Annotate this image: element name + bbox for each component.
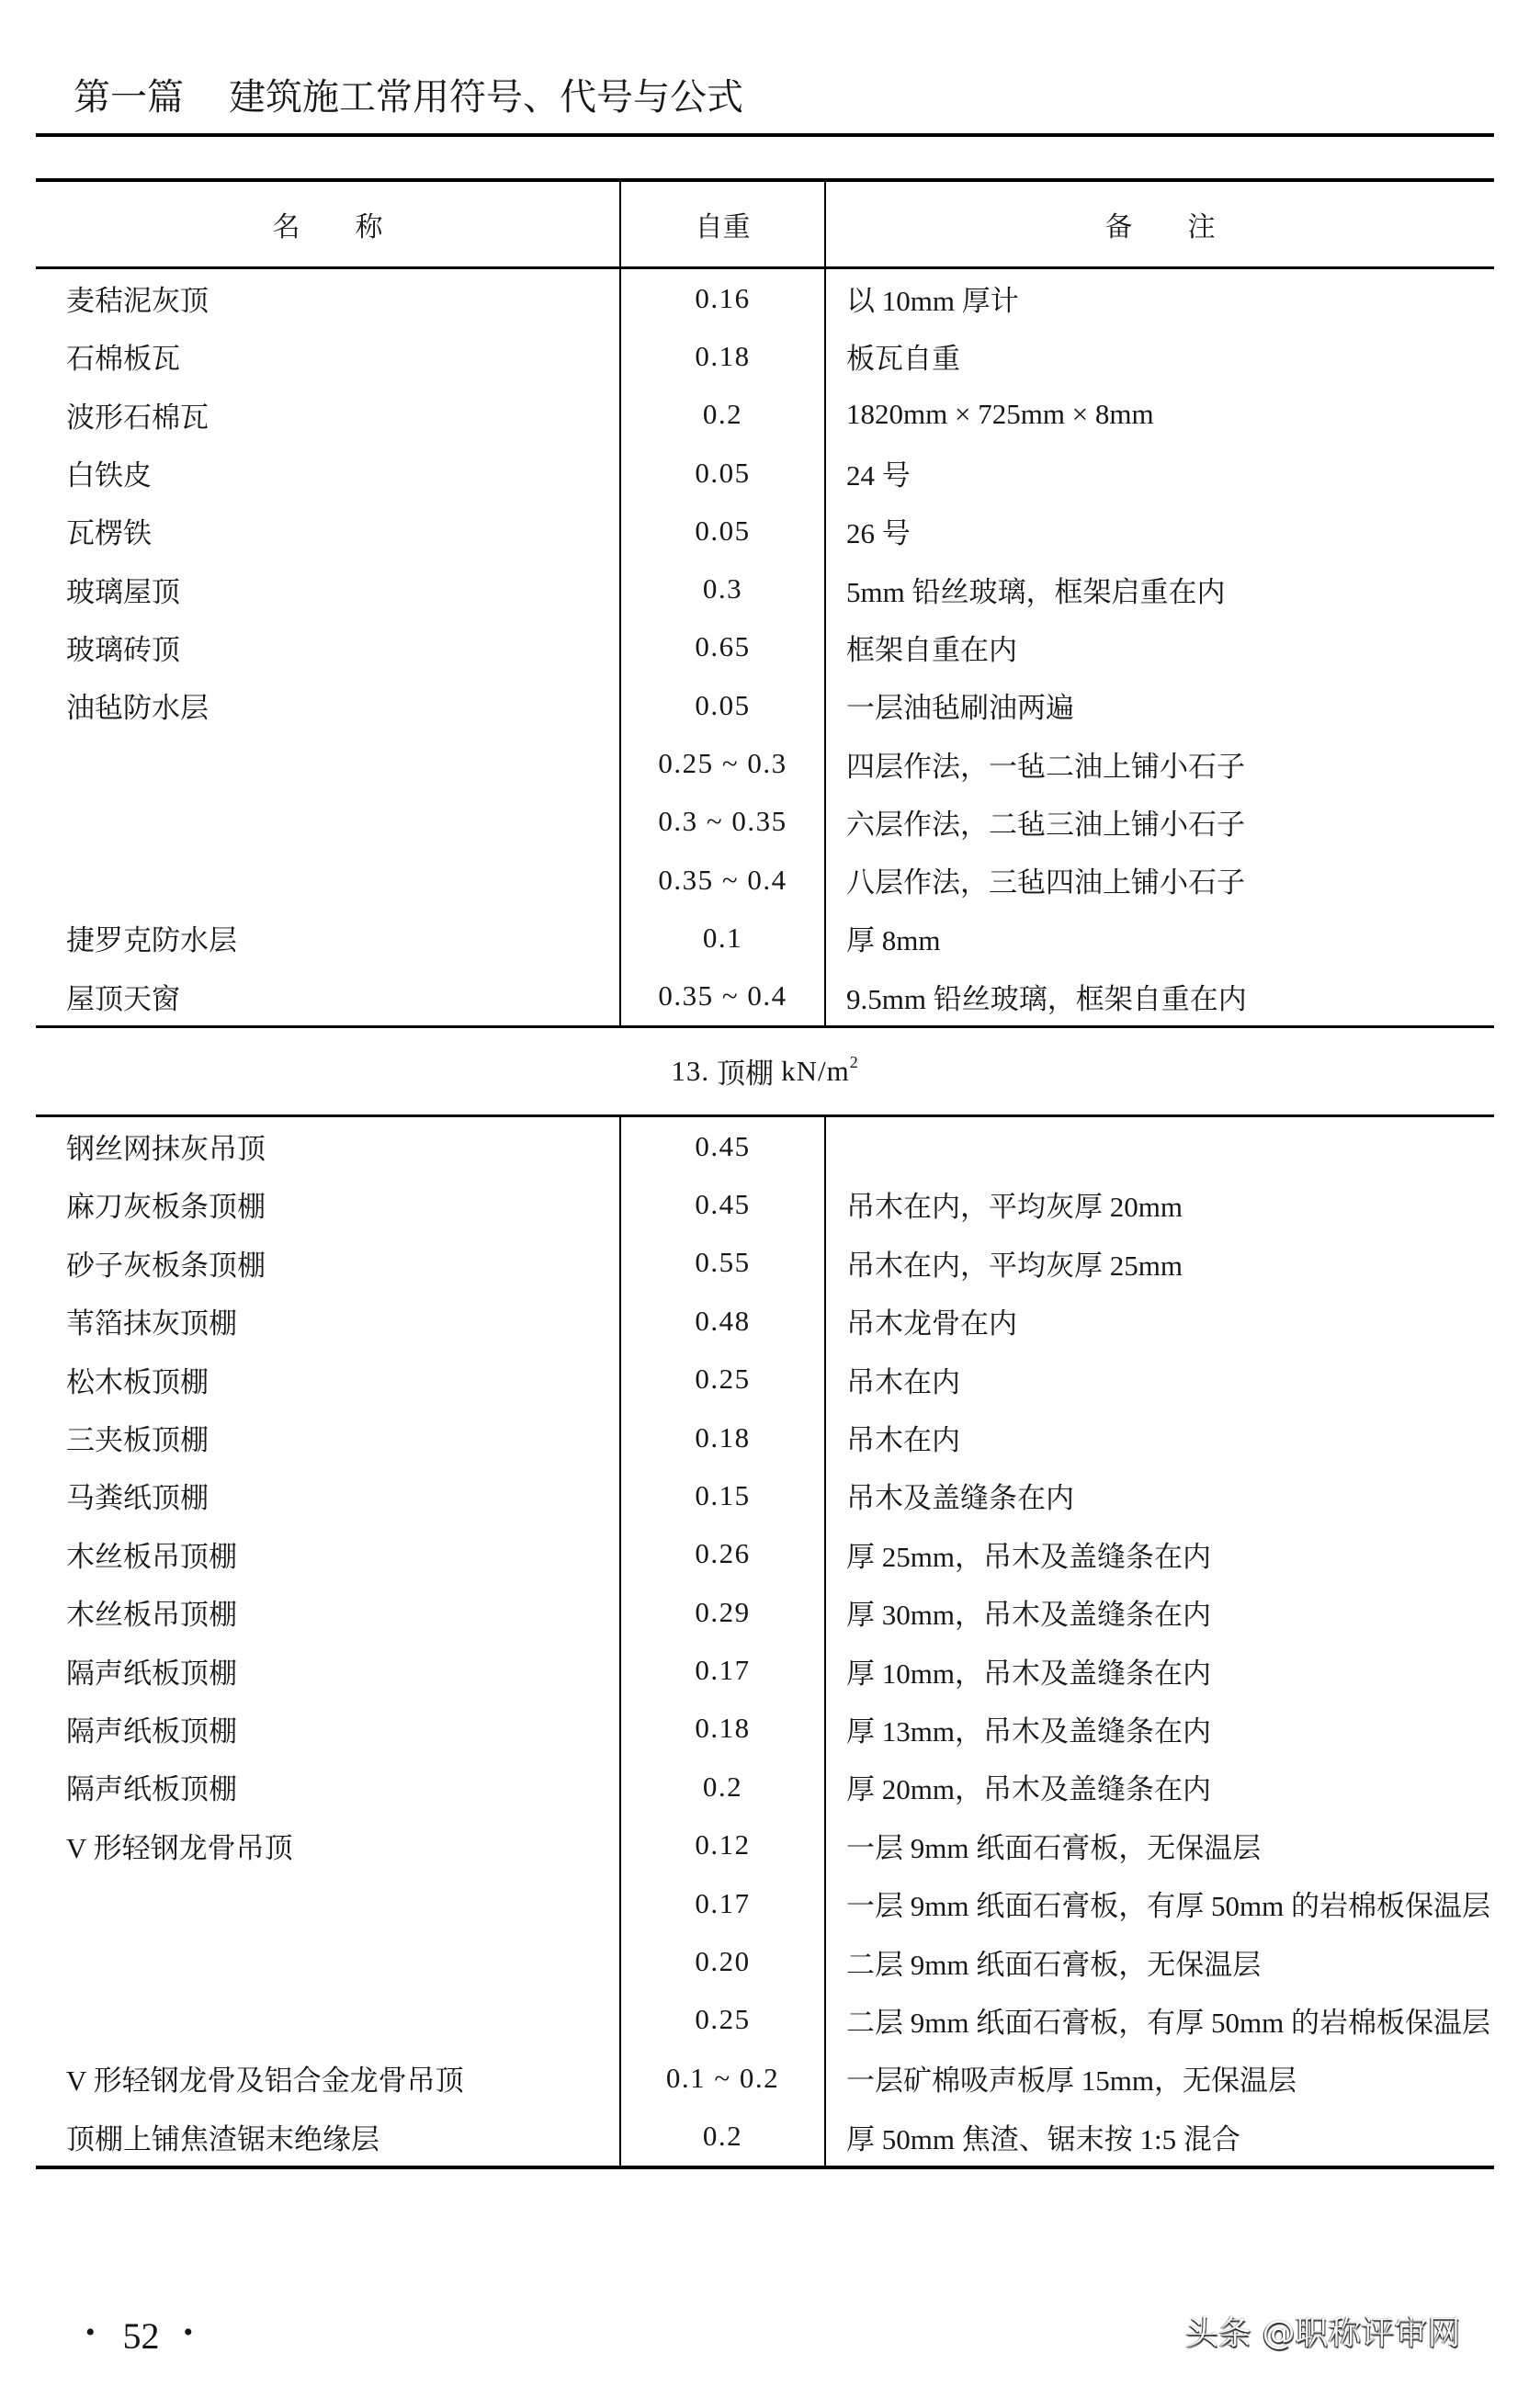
self-weight: 0.25 (621, 1991, 826, 2049)
item-name: 捷罗克防水层 (36, 909, 621, 967)
self-weight: 0.1 (621, 909, 826, 967)
remark: 吊木在内 (846, 1365, 960, 1398)
self-weight: 0.26 (621, 1525, 826, 1583)
self-weight: 0.05 (621, 502, 826, 560)
table-row (36, 327, 1494, 385)
remark: 四层作法，一毡二油上铺小石子 (846, 750, 1245, 783)
table-row (36, 1117, 1494, 1175)
self-weight: 0.3 ~ 0.35 (621, 793, 826, 851)
self-weight: 0.20 (621, 1932, 826, 1990)
item-name: 隔声纸板顶棚 (36, 1700, 621, 1758)
table-row (36, 793, 1494, 851)
self-weight: 0.45 (621, 1175, 826, 1233)
item-name: 白铁皮 (36, 444, 621, 502)
table-row (36, 1408, 1494, 1466)
remark: 厚 20mm，吊木及盖缝条在内 (846, 1773, 1211, 1806)
part-label: 第一篇 (74, 76, 184, 118)
self-weight-table (36, 178, 1494, 2169)
page-marker-right: • (183, 2317, 194, 2347)
remark: 9.5mm 铅丝玻璃，框架自重在内 (846, 982, 1247, 1015)
table-section-ceiling (36, 1117, 1494, 2166)
self-weight: 0.2 (621, 1758, 826, 1816)
table-row (36, 1466, 1494, 1524)
remark: 26 号 (846, 517, 911, 550)
table-row (36, 967, 1494, 1025)
remark: 厚 13mm，吊木及盖缝条在内 (846, 1714, 1211, 1748)
self-weight: 0.05 (621, 444, 826, 502)
table-section-roofing (36, 269, 1494, 1025)
item-name: 马粪纸顶棚 (36, 1466, 621, 1524)
table-row (36, 1175, 1494, 1233)
item-name: 三夹板顶棚 (36, 1408, 621, 1466)
remark: 二层 9mm 纸面石膏板，无保温层 (846, 1948, 1262, 1981)
self-weight: 0.35 ~ 0.4 (621, 967, 826, 1025)
remark: 厚 50mm 焦渣、锯末按 1:5 混合 (846, 2122, 1240, 2155)
item-name: 隔声纸板顶棚 (36, 1641, 621, 1699)
header-name: 名 称 (36, 182, 621, 266)
remark: 5mm 铅丝玻璃，框架启重在内 (846, 575, 1226, 608)
item-name (36, 851, 621, 909)
self-weight: 0.29 (621, 1583, 826, 1641)
remark: 吊木在内 (846, 1424, 960, 1456)
table-row (36, 1350, 1494, 1408)
remark: 24 号 (846, 459, 911, 492)
self-weight: 0.65 (621, 618, 826, 676)
self-weight: 0.16 (621, 269, 826, 327)
table-row (36, 1991, 1494, 2049)
item-name (36, 1991, 621, 2049)
item-name: 苇箔抹灰顶棚 (36, 1292, 621, 1350)
remark: 吊木及盖缝条在内 (846, 1482, 1074, 1515)
remark: 二层 9mm 纸面石膏板，有厚 50mm 的岩棉板保温层 (846, 2006, 1490, 2039)
remark: 厚 30mm，吊木及盖缝条在内 (846, 1599, 1211, 1632)
self-weight: 0.18 (621, 1408, 826, 1466)
table-row (36, 1583, 1494, 1641)
remark: 一层 9mm 纸面石膏板，无保温层 (846, 1831, 1262, 1864)
section-number: 13. (671, 1054, 710, 1087)
item-name: 木丝板吊顶棚 (36, 1583, 621, 1641)
table-row (36, 1700, 1494, 1758)
remark: 吊木在内，平均灰厚 25mm (846, 1249, 1183, 1282)
table-row (36, 1758, 1494, 1816)
running-head (74, 74, 743, 120)
table-row (36, 734, 1494, 792)
page-number (85, 2313, 193, 2359)
table-header-row (36, 182, 1494, 266)
header-weight: 自重 (621, 182, 826, 266)
page-marker-left: • (85, 2317, 96, 2347)
remark: 厚 8mm (846, 924, 941, 957)
table-row (36, 386, 1494, 444)
remark: 八层作法，三毡四油上铺小石子 (846, 866, 1245, 899)
self-weight: 0.05 (621, 676, 826, 734)
remark: 吊木龙骨在内 (846, 1307, 1017, 1341)
table-row (36, 1874, 1494, 1932)
chapter-title: 建筑施工常用符号、代号与公式 (229, 76, 743, 118)
item-name: V 形轻钢龙骨吊顶 (36, 1816, 621, 1874)
item-name (36, 1874, 621, 1932)
item-name: 隔声纸板顶棚 (36, 1758, 621, 1816)
item-name: 松木板顶棚 (36, 1350, 621, 1408)
item-name: 顶棚上铺焦渣锯末绝缘层 (36, 2108, 621, 2166)
self-weight: 0.55 (621, 1234, 826, 1292)
item-name: 麦秸泥灰顶 (36, 269, 621, 327)
table-row (36, 502, 1494, 560)
remark: 六层作法，二毡三油上铺小石子 (846, 808, 1245, 841)
remark: 板瓦自重 (846, 343, 960, 376)
item-name: 木丝板吊顶棚 (36, 1525, 621, 1583)
self-weight: 0.2 (621, 2108, 826, 2166)
item-name (36, 1932, 621, 1990)
remark: 吊木在内，平均灰厚 20mm (846, 1191, 1183, 1224)
table-row (36, 1234, 1494, 1292)
remark: 厚 10mm，吊木及盖缝条在内 (846, 1657, 1211, 1690)
remark: 框架自重在内 (846, 633, 1017, 666)
self-weight: 0.45 (621, 1117, 826, 1175)
remark: 1820mm × 725mm × 8mm (846, 398, 1154, 431)
self-weight: 0.25 ~ 0.3 (621, 734, 826, 792)
table-row (36, 444, 1494, 502)
unit-exponent: 2 (849, 1052, 859, 1071)
section-name: 顶棚 (717, 1058, 775, 1091)
self-weight: 0.2 (621, 386, 826, 444)
section-title (36, 1028, 1494, 1114)
table-row (36, 1932, 1494, 1990)
remark: 以 10mm 厚计 (846, 285, 1019, 318)
item-name (36, 734, 621, 792)
item-name: 油毡防水层 (36, 676, 621, 734)
item-name: 屋顶天窗 (36, 967, 621, 1025)
table-row (36, 1525, 1494, 1583)
table-row (36, 676, 1494, 734)
remark: 一层油毡刷油两遍 (846, 692, 1074, 725)
table-row (36, 2108, 1494, 2166)
remark (826, 1117, 1494, 1175)
table-row (36, 1641, 1494, 1699)
watermark: 头条 @职称评审网 (1185, 2314, 1461, 2352)
table-row (36, 269, 1494, 327)
table-row (36, 2049, 1494, 2107)
item-name: 麻刀灰板条顶棚 (36, 1175, 621, 1233)
self-weight: 0.12 (621, 1816, 826, 1874)
table-row (36, 618, 1494, 676)
item-name: 砂子灰板条顶棚 (36, 1234, 621, 1292)
self-weight: 0.18 (621, 1700, 826, 1758)
table-row (36, 909, 1494, 967)
remark: 厚 25mm，吊木及盖缝条在内 (846, 1540, 1211, 1573)
self-weight: 0.35 ~ 0.4 (621, 851, 826, 909)
page-number-value: 52 (122, 2315, 160, 2357)
item-name: V 形轻钢龙骨及铝合金龙骨吊顶 (36, 2049, 621, 2107)
self-weight: 0.15 (621, 1466, 826, 1524)
self-weight: 0.17 (621, 1641, 826, 1699)
table-row (36, 560, 1494, 617)
item-name: 波形石棉瓦 (36, 386, 621, 444)
self-weight: 0.1 ~ 0.2 (621, 2049, 826, 2107)
self-weight: 0.3 (621, 560, 826, 617)
self-weight: 0.25 (621, 1350, 826, 1408)
item-name: 石棉板瓦 (36, 327, 621, 385)
remark: 一层矿棉吸声板厚 15mm，无保温层 (846, 2065, 1297, 2098)
item-name: 玻璃屋顶 (36, 560, 621, 617)
table-row (36, 1292, 1494, 1350)
table-row (36, 851, 1494, 909)
running-head-rule (36, 133, 1494, 137)
item-name: 瓦楞铁 (36, 502, 621, 560)
header-note: 备 注 (1104, 212, 1216, 243)
self-weight: 0.48 (621, 1292, 826, 1350)
table-bottom-rule (36, 2166, 1494, 2169)
self-weight: 0.17 (621, 1874, 826, 1932)
self-weight: 0.18 (621, 327, 826, 385)
item-name (36, 793, 621, 851)
item-name: 玻璃砖顶 (36, 618, 621, 676)
unit-text: kN/m (781, 1054, 850, 1087)
section-unit (781, 1052, 859, 1088)
remark: 一层 9mm 纸面石膏板，有厚 50mm 的岩棉板保温层 (846, 1890, 1490, 1923)
table-row (36, 1816, 1494, 1874)
item-name: 钢丝网抹灰吊顶 (36, 1117, 621, 1175)
